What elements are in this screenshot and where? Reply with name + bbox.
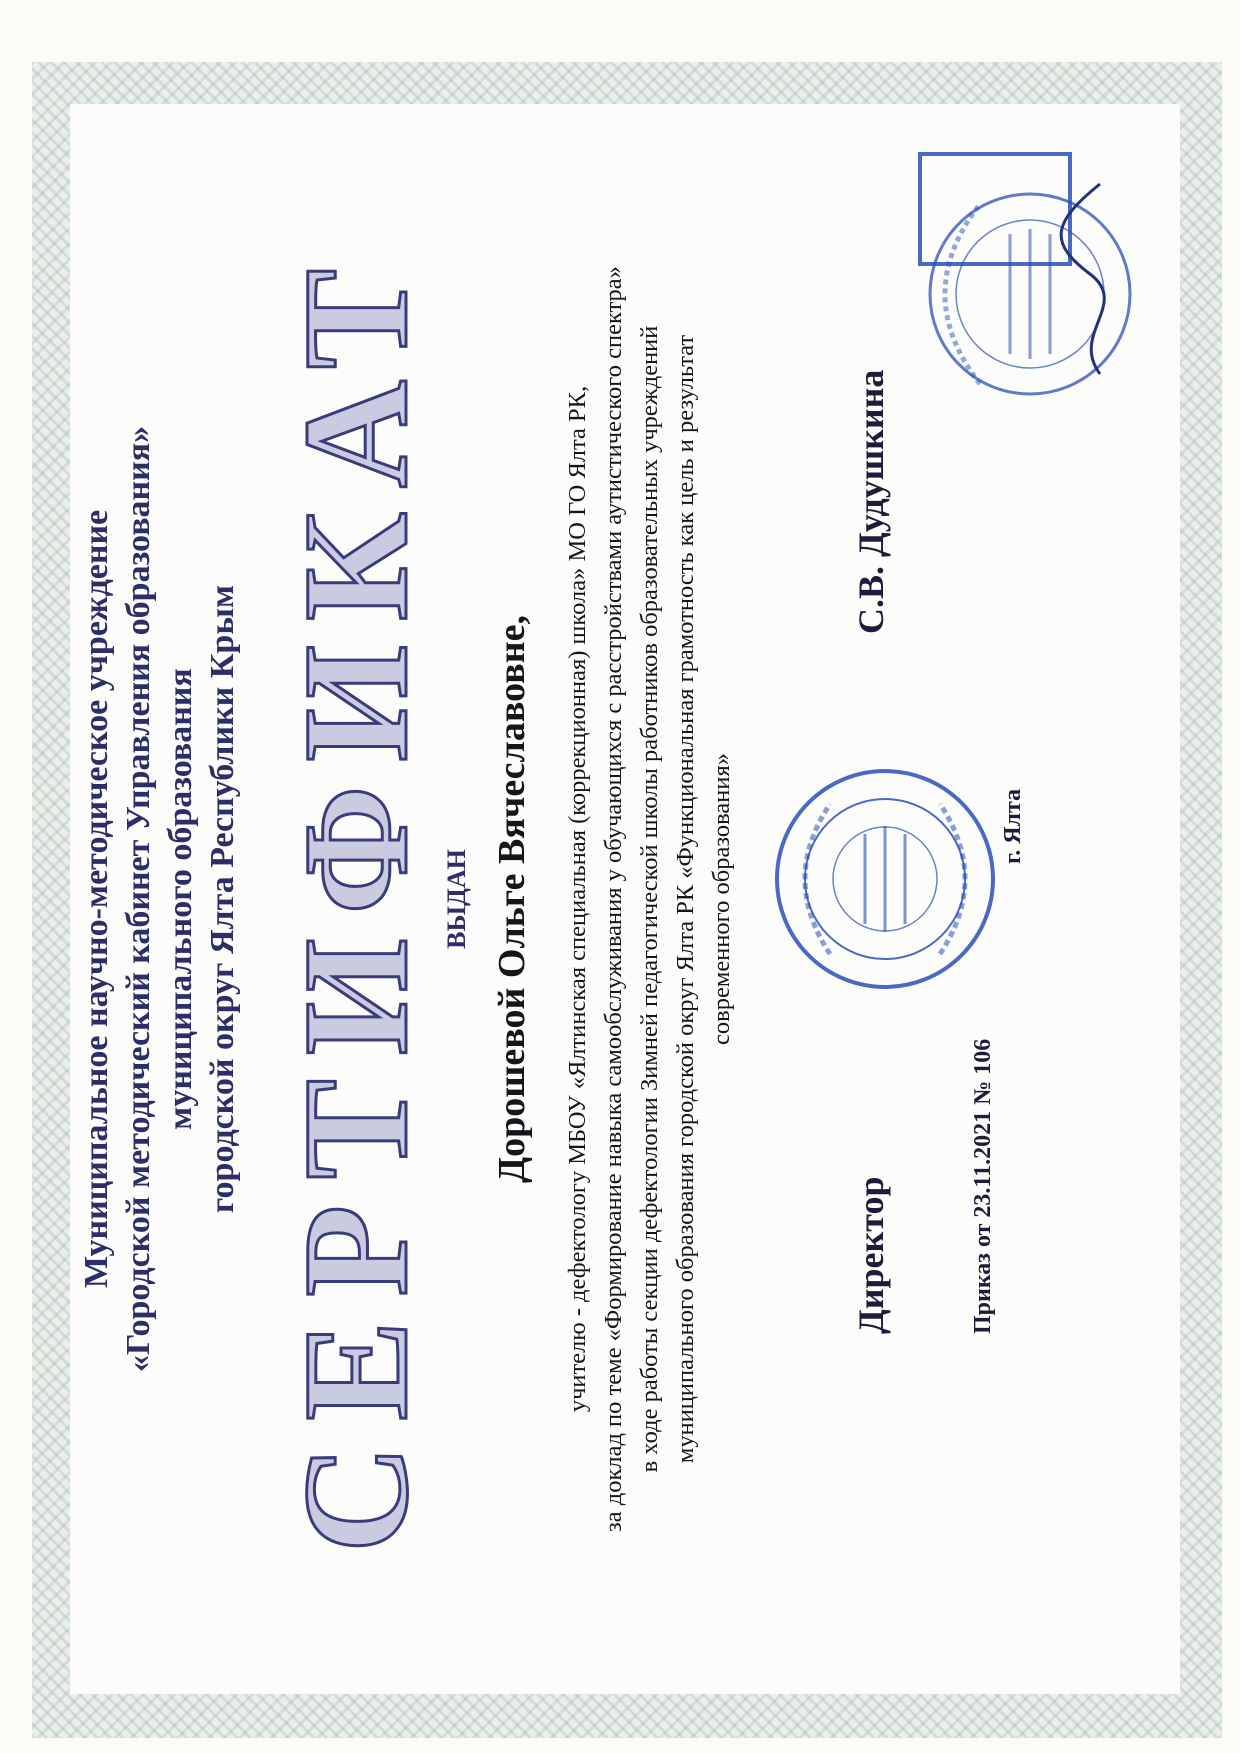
signer-name: С.В. Дудушкина bbox=[851, 369, 891, 634]
body-line-2: за доклад по теме «Формирование навыка самообслуживания у обучающихся с расстройствами аутистического спектра» bbox=[600, 266, 627, 1532]
order-number: Приказ от 23.11.2021 № 106 bbox=[970, 1038, 996, 1334]
certificate-title: СЕРТИФИКАТ bbox=[273, 244, 439, 1554]
body-line-4: муниципального образования городской округ Ялта РК «Функциональная грамотность как цель и результат bbox=[672, 334, 699, 1464]
city: г. Ялта bbox=[1000, 788, 1026, 864]
issued-label: ВЫДАН bbox=[442, 849, 471, 949]
school-seal-and-copy-stamp bbox=[900, 144, 1160, 414]
certificate-field bbox=[70, 104, 1180, 1694]
body-line-1: учителю - дефектологу МБОУ «Ялтинская специальная (коррекционная) школа» МО ГО Ялта РК, bbox=[564, 385, 591, 1413]
body-line-3: в ходе работы секции дефектологии Зимней педагогической школы работников образовательных учреждений bbox=[636, 325, 663, 1473]
header-line-4: городской округ Ялта Республики Крым bbox=[204, 584, 241, 1214]
header-line-2: «Городской методический кабинет Управления образования» bbox=[120, 425, 157, 1373]
recipient-name: Дорошевой Ольге Вячеславовне, bbox=[491, 615, 533, 1183]
certificate-content bbox=[70, 104, 1180, 1694]
header-line-1: Муниципальное научно-методическое учреждение bbox=[78, 509, 115, 1289]
round-seal-cabinet bbox=[770, 764, 1000, 994]
body-line-5: современного образования» bbox=[708, 753, 735, 1045]
signer-title: Директор bbox=[851, 1176, 891, 1334]
header-line-3: муниципального образования bbox=[162, 668, 199, 1130]
